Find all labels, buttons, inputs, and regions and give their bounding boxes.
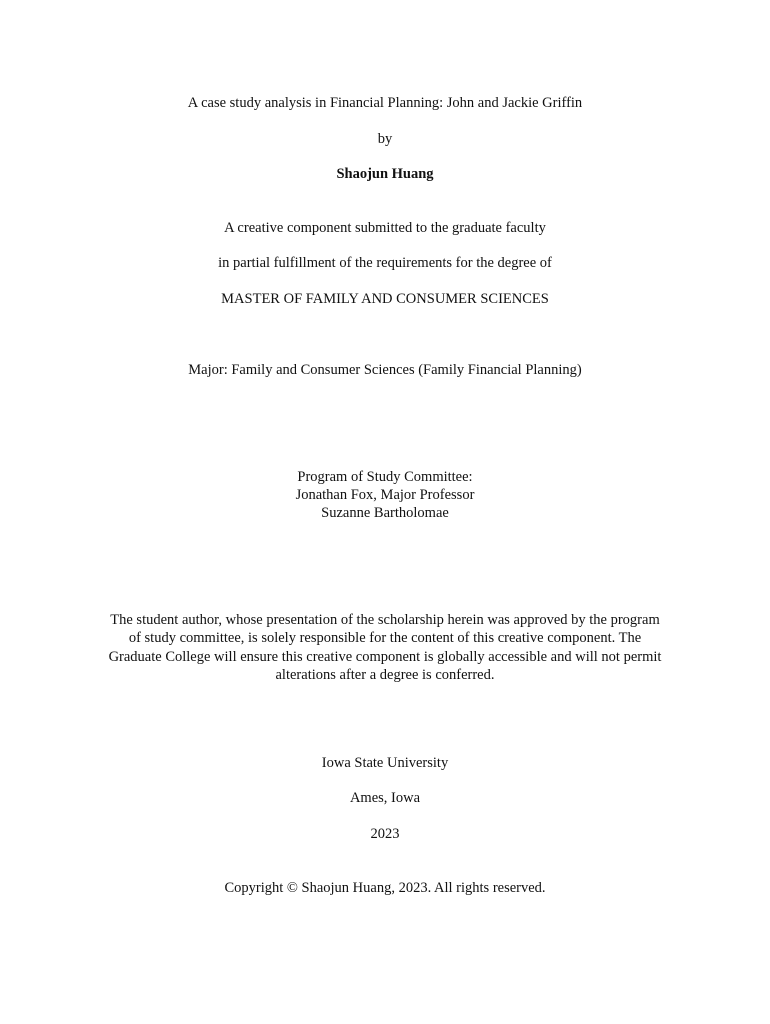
submission-line-1: A creative component submitted to the graduate faculty — [224, 220, 546, 236]
copyright-notice: Copyright © Shaojun Huang, 2023. All rights reserved. — [224, 880, 546, 896]
year: 2023 — [370, 826, 400, 842]
committee-member: Suzanne Bartholomae — [321, 505, 449, 521]
institution-name: Iowa State University — [321, 755, 449, 771]
major-line: Major: Family and Consumer Sciences (Family Financial Planning) — [188, 362, 582, 378]
institution-location: Ames, Iowa — [349, 790, 421, 806]
by-line: by — [377, 131, 393, 147]
degree-name: MASTER OF FAMILY AND CONSUMER SCIENCES — [221, 291, 549, 307]
author-statement — [90, 611, 680, 684]
document-title: A case study analysis in Financial Planning: John and Jackie Griffin — [187, 95, 583, 111]
committee-member: Jonathan Fox, Major Professor — [295, 487, 475, 503]
author-name: Shaojun Huang — [336, 166, 434, 182]
statement-line: Graduate College will ensure this creative component is globally accessible and will not permit — [108, 648, 662, 665]
committee-block — [0, 468, 770, 522]
statement-line: alterations after a degree is conferred. — [275, 666, 495, 683]
submission-line-2: in partial fulfillment of the requirements for the degree of — [218, 255, 552, 271]
statement-line: The student author, whose presentation of the scholarship herein was approved by the program — [110, 612, 660, 628]
committee-heading: Program of Study Committee: — [297, 469, 473, 485]
statement-line: of study committee, is solely responsible for the content of this creative component. The — [128, 630, 642, 647]
